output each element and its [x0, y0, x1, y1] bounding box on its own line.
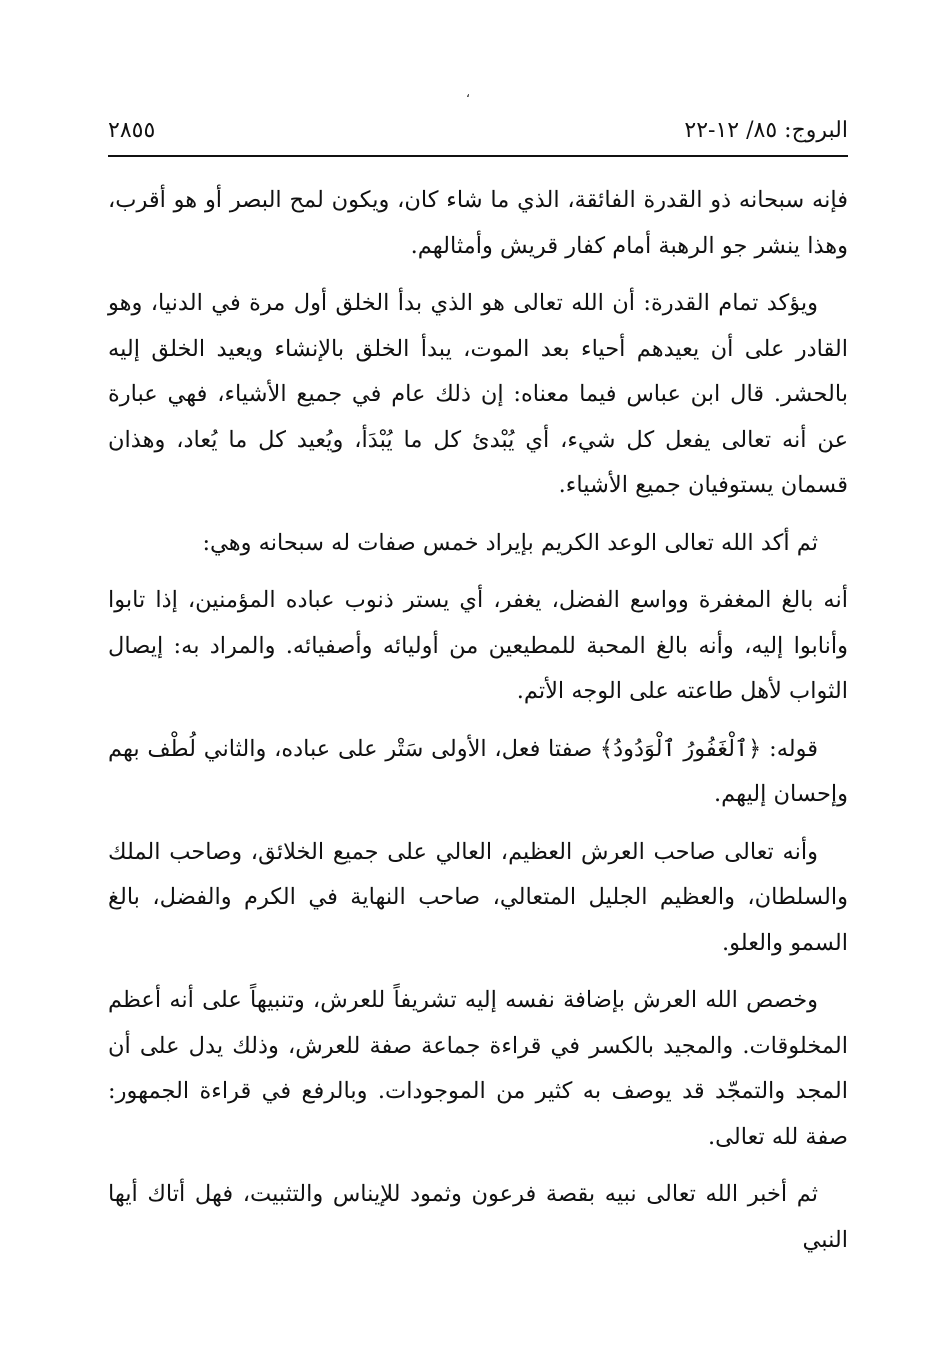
paragraph: ويؤكد تمام القدرة: أن الله تعالى هو الذي بدأ الخلق أول مرة في الدنيا، وهو القادر على أن يعيدهم أحياء بعد الموت، يبدأ الخلق بالإنشاء ويعيد الخلق إليه بالحشر. قال ابن عباس فيما معناه: إن ذلك عام في جميع الأشياء، فهي عبارة عن أنه تعالى يفعل كل شيء، أي يُبْدئ كل ما يُبْدَأ، ويُعيد كل ما يُعاد، وهذان قسمان يستوفيان جميع الأشياء.: [108, 290, 848, 498]
page-header: [108, 112, 848, 150]
paragraph: وأنه تعالى صاحب العرش العظيم، العالي على جميع الخلائق، وصاحب الملك والسلطان، والعظيم الجليل المتعالي، صاحب النهاية في الكرم والفضل، بالغ السمو والعلو.: [108, 838, 848, 956]
body-text: [108, 178, 848, 1275]
paragraph: قوله: ﴿ٱلْغَفُورُ ٱلْوَدُودُ﴾ صفتا فعل، الأولى سَتْر على عباده، والثاني لُطْف بهم وإحسان إليهم.: [108, 735, 848, 807]
paragraph: فإنه سبحانه ذو القدرة الفائقة، الذي ما شاء كان، ويكون لمح البصر أو هو أقرب، وهذا ينشر جو الرهبة أمام كفار قريش وأمثالهم.: [108, 187, 848, 259]
paragraph: وخصص الله العرش بإضافة نفسه إليه تشريفاً للعرش، وتنبيهاً على أنه أعظم المخلوقات. والمجيد بالكسر في قراءة جماعة صفة للعرش، وذلك يدل على أن المجد والتمجّد قد يوصف به كثير من الموجودات. وبالرفع في قراءة الجمهور: صفة لله تعالى.: [108, 987, 848, 1150]
page-number: ٢٨٥٥: [108, 118, 156, 143]
paragraph: أنه بالغ المغفرة وواسع الفضل، يغفر، أي يستر ذنوب عباده المؤمنين، إذا تابوا وأنابوا إليه، وأنه بالغ المحبة للمطيعين من أوليائه وأصفيائه. والمراد به: إيصال الثواب لأهل طاعته على الوجه الأتم.: [108, 587, 848, 704]
paragraph: ثم أخبر الله تعالى نبيه بقصة فرعون وثمود للإيناس والتثبيت، فهل أتاك أيها النبي: [108, 1181, 848, 1253]
paragraph: ثم أكد الله تعالى الوعد الكريم بإيراد خمس صفات له سبحانه وهي:: [202, 529, 818, 556]
header-divider: [108, 155, 848, 157]
surah-reference: البروج: ٨٥/ ١٢-٢٢: [684, 118, 848, 143]
top-mark: ،: [466, 86, 470, 100]
